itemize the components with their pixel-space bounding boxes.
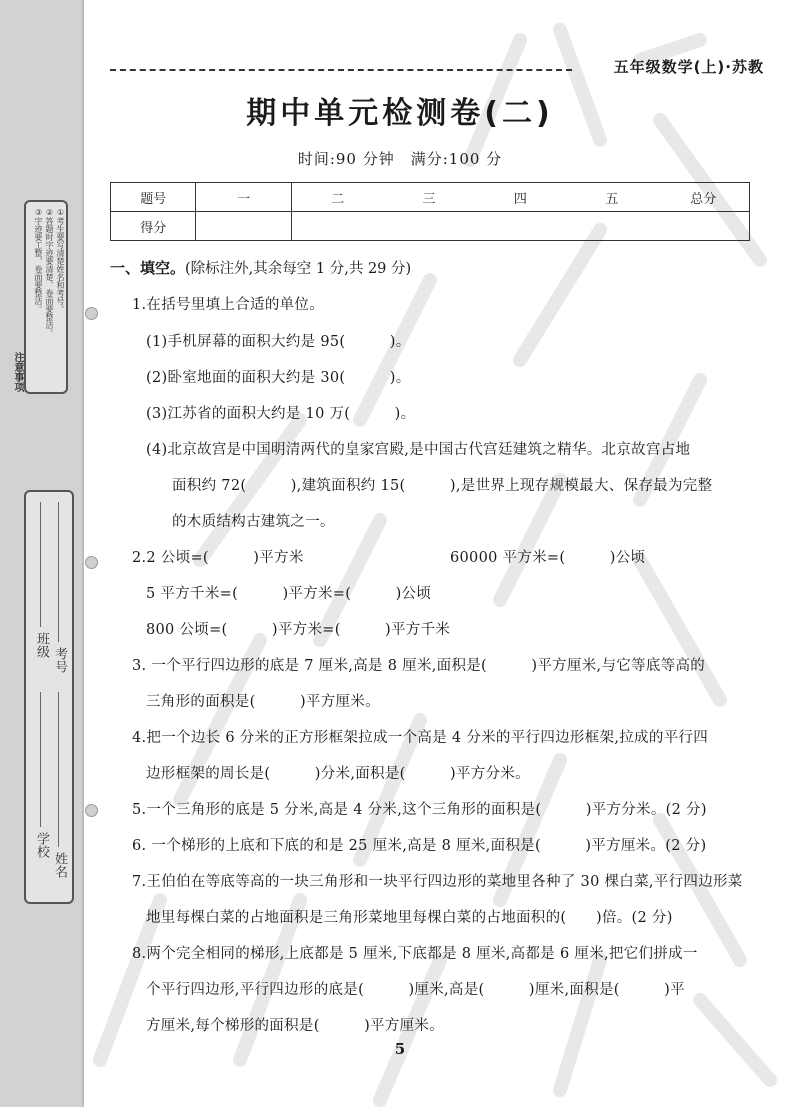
notes-list [33,208,66,337]
exam-time-score: 时间:90 分钟 满分:100 分 [297,150,503,168]
question-line: (1)手机屏幕的面积大约是 95( )。 [146,334,411,350]
score-cell[interactable] [383,212,474,241]
table-cell: 一 [196,183,291,212]
question-line: 个平行四边形,平行四边形的底是( )厘米,高是( )厘米,面积是( )平 [146,982,685,998]
class-blank-line [40,502,41,627]
question-line: 5.一个三角形的底是 5 分米,高是 4 分米,这个三角形的面积是( )平方分米。(2 分) [132,802,707,818]
score-cell[interactable] [475,212,566,241]
question-line: (2)卧室地面的面积大约是 30( )。 [146,370,411,386]
question-line: 1.在括号里填上合适的单位。 [132,297,325,313]
header-dashed-line [110,69,572,71]
question-line: 的木质结构古建筑之一。 [172,514,335,530]
table-cell: 总分 [658,183,750,212]
score-table-header-row [111,183,750,212]
binding-hole [85,556,98,569]
question-line: (3)江苏省的面积大约是 10 万( )。 [146,406,416,422]
score-cell[interactable] [196,212,291,241]
question-line: 3. 一个平行四边形的底是 7 厘米,高是 8 厘米,面积是( )平方厘米,与它等底等高的 [132,658,706,674]
binding-hole [85,307,98,320]
table-cell: 五 [566,183,657,212]
table-cell: 二 [291,183,383,212]
school-blank-line [40,692,41,827]
section-title: 一、填空。 [110,259,186,277]
score-cell[interactable] [566,212,657,241]
name-label: 姓名 [52,852,67,878]
question-line: 面积约 72( ),建筑面积约 15( ),是世界上现存规模最大、保存最为完整 [172,478,713,494]
table-cell: 题号 [111,183,196,212]
name-blank-line [58,692,59,847]
notes-box [24,200,68,394]
question-line: 边形框架的周长是( )分米,面积是( )平方分米。 [146,766,530,782]
notes-title: 注意事项 [12,352,23,392]
exam-no-blank-line [58,502,59,642]
page-number: 5 [394,1040,406,1058]
question-line: (4)北京故宫是中国明清两代的皇家宫殿,是中国古代宫廷建筑之精华。北京故宫占地 [146,442,691,458]
score-table-score-row [111,212,750,241]
binding-hole [85,804,98,817]
note-item: ③字迹要工整，卷面要整洁。 [34,208,43,313]
question-line: 5 平方千米=( )平方米=( )公顷 [146,586,432,602]
student-info-box [24,490,74,904]
question-line: 2.2 公顷=( )平方米 [132,550,304,566]
table-cell: 三 [383,183,474,212]
section-note: (除标注外,其余每空 1 分,共 29 分) [185,261,412,277]
table-cell: 得分 [111,212,196,241]
school-label: 学校 [34,832,49,858]
exam-no-label: 考号 [52,647,67,673]
note-item: ②答题时字迹要清楚、卷面要整洁。 [45,208,54,337]
question-line: 4.把一个边长 6 分米的正方形框架拉成一个高是 4 分米的平行四边形框架,拉成的平行四 [132,730,709,746]
question-line: 800 公顷=( )平方米=( )平方千米 [146,622,451,638]
class-label: 班级 [34,632,49,658]
note-item: ①考生要写清楚姓名和考号。 [56,208,65,313]
question-line: 地里每棵白菜的占地面积是三角形菜地里每棵白菜的占地面积的( )倍。(2 分) [146,910,673,926]
section-heading [110,257,411,278]
question-line: 60000 平方米=( )公顷 [450,550,646,566]
table-cell: 四 [475,183,566,212]
question-line: 7.王伯伯在等底等高的一块三角形和一块平行四边形的菜地里各种了 30 棵白菜,平行四边形菜 [132,874,743,890]
score-cell[interactable] [291,212,383,241]
question-line: 方厘米,每个梯形的面积是( )平方厘米。 [146,1018,445,1034]
question-line: 三角形的面积是( )平方厘米。 [146,694,380,710]
score-table [110,182,750,241]
score-cell[interactable] [658,212,750,241]
page-title: 期中单元检测卷(二) [246,96,554,131]
question-line: 6. 一个梯形的上底和下底的和是 25 厘米,高是 8 厘米,面积是( )平方厘米。(2 分) [132,838,707,854]
question-line: 8.两个完全相同的梯形,上底都是 5 厘米,下底都是 8 厘米,高都是 6 厘米,把它们拼成一 [132,946,698,962]
series-label: 五年级数学(上)·苏教 [613,58,764,76]
